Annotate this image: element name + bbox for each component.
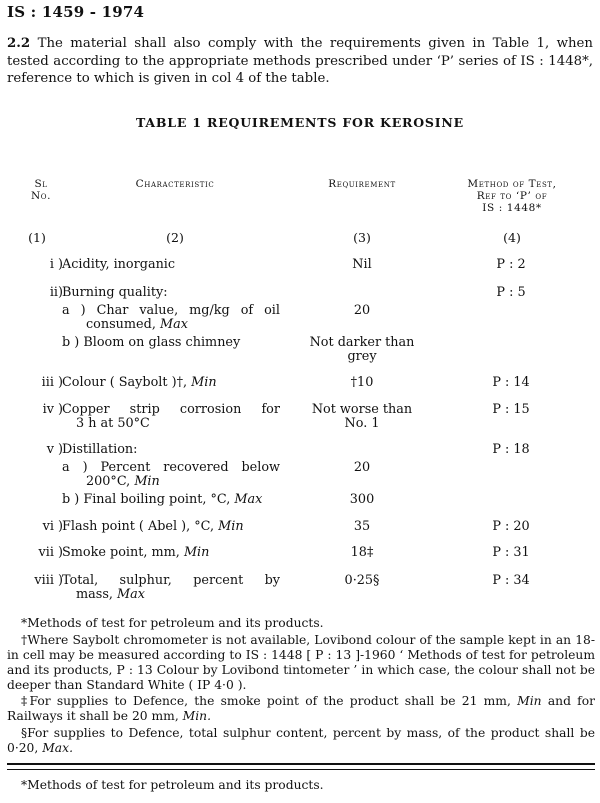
row-sl: iii )	[41, 375, 63, 390]
row-characteristic	[62, 493, 284, 507]
row-characteristic-text: 200°C,	[86, 474, 131, 489]
col-number-1: (1)	[28, 230, 46, 245]
row-sl: v )	[46, 442, 63, 457]
clause-number: 2.2	[7, 36, 31, 51]
col-number-4: (4)	[503, 230, 521, 245]
row-requirement	[292, 336, 432, 364]
row-requirement: 20	[353, 303, 371, 318]
row-characteristic	[62, 403, 284, 431]
row-characteristic-qualifier: Min	[191, 375, 217, 390]
row-characteristic: Burning quality:	[62, 285, 168, 300]
footnote-methods: *Methods of test for petroleum and its products.	[21, 616, 324, 630]
row-characteristic	[62, 574, 284, 602]
row-characteristic-text: Colour ( Saybolt )†,	[62, 375, 188, 390]
page-footnote: *Methods of test for petroleum and its products.	[21, 778, 324, 792]
row-requirement: 35	[353, 519, 371, 534]
row-characteristic: b ) Bloom on glass chimney	[62, 335, 241, 350]
row-characteristic-qualifier: Min	[218, 519, 244, 534]
row-requirement-line1: Not darker than	[309, 335, 415, 350]
clause-text: The material shall also comply with the requirements given in Table 1, when tested according to the appropriate methods prescribed under ‘P’ series of IS : 1448*, reference to which is given in col 4 of the table.	[7, 36, 593, 86]
footnote-saybolt: †Where Saybolt chromometer is not available, Lovibond colour of the sample kept in an 18-in cell may be measured according to IS : 1448 [ P : 13 ]-1960 ‘ Methods of test for petroleum and its products, P : 13 Colour by Lovibond tintometer ’ in which case, the colour shall not be deeper than Standard White ( IP 4·0 ).	[7, 633, 595, 692]
row-characteristic-line1: a ) Char value, mg/kg of oil	[62, 303, 280, 318]
row-characteristic-qualifier: Max	[117, 587, 145, 602]
row-characteristic-text: b ) Final boiling point, °C,	[62, 492, 231, 507]
row-characteristic-qualifier: Max	[159, 317, 188, 332]
row-characteristic	[62, 520, 284, 534]
row-requirement	[292, 403, 432, 431]
row-requirement: †10	[350, 375, 374, 390]
col-number-3: (3)	[353, 230, 371, 245]
row-characteristic-line1: Copper strip corrosion for	[62, 402, 280, 417]
col-number-2: (2)	[166, 230, 184, 245]
row-characteristic	[62, 376, 284, 390]
document-id: IS : 1459 - 1974	[7, 3, 145, 21]
row-requirement-line1: Not worse than	[311, 402, 413, 417]
row-characteristic-line2	[62, 318, 284, 332]
footnote-sulphur	[7, 726, 595, 756]
row-requirement-line2: No. 1	[344, 416, 380, 431]
footnote-divider	[7, 763, 595, 765]
row-characteristic-text: Smoke point, mm,	[62, 545, 180, 560]
footnote-qualifier: Min.	[182, 709, 212, 723]
row-characteristic-text: Flash point ( Abel ), °C,	[62, 519, 215, 534]
row-characteristic-line2	[62, 475, 284, 489]
row-characteristic-line2: 3 h at 50°C	[76, 416, 150, 431]
footnote-text: ‡For supplies to Defence, the smoke point of the product shall be 21 mm,	[21, 694, 511, 708]
row-method: P : 20	[492, 519, 530, 534]
row-characteristic-line1: a ) Percent recovered below	[62, 460, 280, 475]
row-requirement: 0·25§	[344, 573, 380, 588]
table-title: TABLE 1 REQUIREMENTS FOR KEROSINE	[136, 115, 464, 130]
row-characteristic-line1: Total, sulphur, percent by	[62, 573, 280, 588]
row-method: P : 18	[492, 442, 530, 457]
row-method: P : 2	[496, 257, 526, 272]
row-characteristic: Distillation:	[62, 442, 138, 457]
footnote-qualifier: Max.	[42, 741, 73, 755]
footnote-text: and for Railways it shall be 20 mm,	[7, 694, 595, 723]
row-requirement: Nil	[352, 257, 372, 272]
row-characteristic-qualifier: Min	[183, 545, 210, 560]
row-requirement: 20	[353, 460, 371, 475]
row-method: P : 5	[496, 285, 526, 300]
row-characteristic	[62, 546, 284, 560]
row-method: P : 15	[492, 402, 530, 417]
header-requirement: Requirement	[328, 178, 396, 190]
row-sl: viii )	[34, 573, 63, 588]
row-characteristic-qualifier: Min	[134, 474, 160, 489]
row-characteristic-qualifier: Max	[234, 492, 263, 507]
footnote-qualifier: Min	[517, 694, 542, 708]
row-sl: vi )	[42, 519, 63, 534]
row-characteristic-text: mass,	[76, 587, 113, 602]
header-characteristic: Characteristic	[135, 178, 215, 190]
header-sl-no: Sl No.	[30, 178, 52, 202]
row-sl: iv )	[42, 402, 63, 417]
footnote-divider-thin	[7, 769, 595, 770]
row-requirement: 18‡	[350, 545, 374, 560]
row-method: P : 14	[492, 375, 530, 390]
footnote-smoke-point	[7, 694, 595, 724]
row-method: P : 31	[492, 545, 530, 560]
row-requirement: 300	[349, 492, 375, 507]
row-characteristic	[62, 461, 284, 489]
row-method: P : 34	[492, 573, 530, 588]
row-requirement-line2: grey	[347, 349, 377, 364]
row-characteristic-line2	[62, 588, 284, 602]
row-characteristic	[62, 304, 284, 332]
row-sl: i )	[49, 257, 63, 272]
row-sl: ii)	[49, 285, 63, 300]
clause-2-2	[7, 35, 593, 88]
header-method-of-test: Method of Test, Ref to ‘P’ of IS : 1448*	[467, 178, 557, 214]
row-characteristic-text: consumed,	[86, 317, 156, 332]
row-sl: vii )	[38, 545, 63, 560]
row-characteristic: Acidity, inorganic	[62, 257, 176, 272]
footnote-text: §For supplies to Defence, total sulphur content, percent by mass, of the product shall be 0·20,	[7, 726, 595, 755]
